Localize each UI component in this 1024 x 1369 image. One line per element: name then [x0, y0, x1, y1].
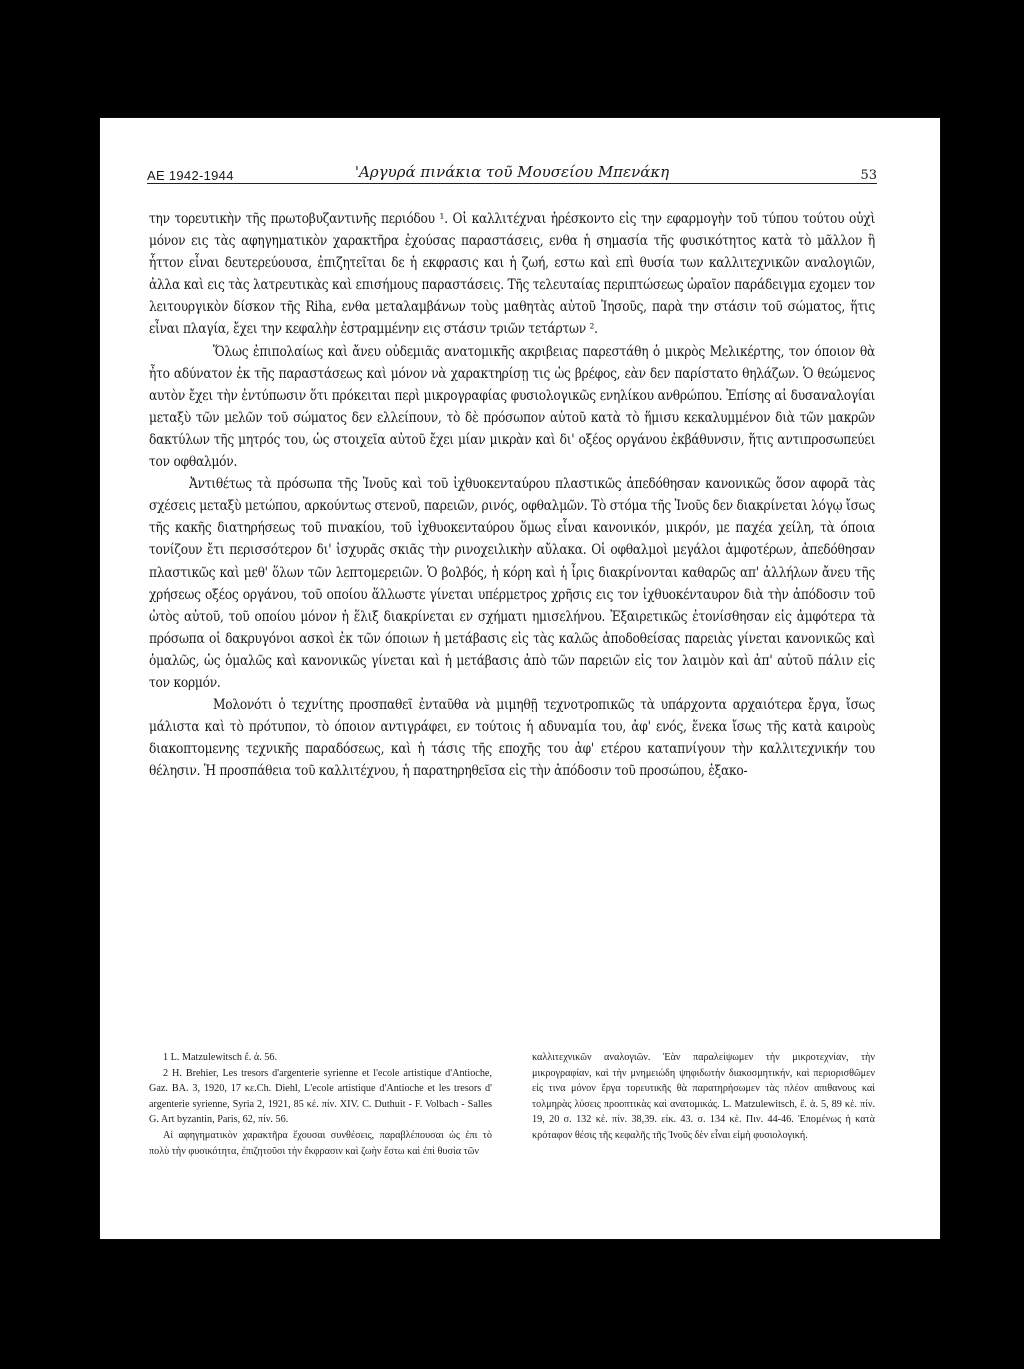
paragraph-2: Ὅλως ἐπιπολαίως καὶ ἄνευ οὐδεμιᾶς ανατομικῆς ακριβειας παρεστάθη ὁ μικρὸς Μελικέρτης, τον όποιον θὰ ἦτο αδύνατον ἐκ τῆς παραστάσεως καὶ μόνον νὰ χαρακτηρίσῃ τις ὡς βρέφος, εὰν δεν παρίστατο θηλάζων. Ὁ θεώμενος αυτὸν ἔχει τὴν ἐντύπωσιν ὅτι πρόκειται περὶ μικρογραφίας φυσιολογικῶς ενηλίκου ανθρώπου. Ἐπίσης αἱ δυσαναλογίαι μεταξὺ τῶν μελῶν τοῦ σώματος δεν ελλείπουν, τὸ δὲ πρόσωπον αὐτοῦ κατὰ τὸ ἥμισυ κεκαλυμμένον διὰ τῶν μακρῶν δακτύλων τῆς μητρός του, ὡς στοιχεῖα αὐτοῦ ἔχει μίαν μικρὰν καὶ δι' οξέος οργάνου ἐκβάθυνσιν, ἥτις αντιπροσωπεύει τον οφθαλμόν.: [149, 343, 875, 471]
paragraph-3: Ἀντιθέτως τὰ πρόσωπα τῆς Ἰνοῦς καὶ τοῦ ἰχθυοκενταύρου πλαστικῶς ἀπεδόθησαν κανονικῶς ὅσον αφορᾶ τὰς σχέσεις μεταξὺ μετώπου, αρκούντως στενοῦ, παρειῶν, ρινός, οφθαλμῶν. Τὸ στόμα τῆς Ἰνοῦς δεν διακρίνεται λόγῳ ἴσως τῆς κακῆς διατηρήσεως τοῦ πινακίου, τοῦ ἰχθυοκενταύρου ὅμως εἶναι κανονικόν, μικρόν, με παχέα χείλη, τὰ όποια τονίζουν ἔτι περισσότερον δι' ἰσχυρᾶς σκιᾶς τὴν ρινοχειλικὴν αὔλακα. Οἱ οφθαλμοὶ μεγάλοι ἀμφοτέρων, ἀπεδόθησαν πλαστικῶς καὶ μεθ' ὅλων τῶν λεπτομερειῶν. Ὁ βολβός, ἡ κόρη καὶ ἡ ἶρις διακρίνονται καθαρῶς απ' ἀλλήλων ἄνευ τῆς χρήσεως οξέος οργάνου, τοῦ οποίου ἅλλωστε γίνεται υπέρμετρος χρῆσις εις τον ἰχθυοκένταυρον διὰ τὴν ἀπόδοσιν τοῦ ὠτὸς αὐτοῦ, τοῦ οποίου μόνον ἡ ἕλιξ διακρίνεται εν σχήματι ημισελήνου. Ἐξαιρετικῶς ἐτονίσθησαν εἰς ἀμφότερα τὰ πρόσωπα οἱ δακρυγόνοι ασκοὶ ἐκ τῶν όποιων ἡ μετάβασις εἰς τὰς καλῶς ἀποδοθείσας παρειὰς γίνεται κανονικῶς καὶ ὁμαλῶς, ὡς ὁμαλῶς καὶ κανονικῶς γίνεται καὶ ἡ μετάβασις ἀπὸ τῶν παρειῶν εἰς τον λαιμὸν καὶ ἀπ' αὐτοῦ πάλιν εἰς τον κορμόν.: [149, 476, 875, 691]
running-header: [147, 159, 877, 184]
footnotes-right-column: [532, 1050, 875, 1159]
footnote-1: 1 L. Matzulewitsch ἔ. ἀ. 56.: [163, 1052, 278, 1063]
paragraph-1: την τορευτικὴν τῆς πρωτοβυζαντινῆς περιόδου ¹. Οἱ καλλιτέχναι ἠρέσκοντο εἰς την εφαρμογὴν τοῦ τύπου τούτου οὐχὶ μόνον εις τὰς αφηγηματικὸν χαρακτῆρα ἐχούσας παραστάσεις, ενθα ἡ σημασία τῆς φυσικότητος κατὰ τὸ μᾶλλον ἢ ἧττον εἶναι δευτερεύουσα, ἐπιζητεῖται δε ἡ εκφρασις και ἡ ζωή, εστω καὶ επὶ θυσία των καλλιτεχνικῶν αναλογιῶν, ἀλλα καὶ εις τὰς λατρευτικὰς καὶ επισήμους παραστάσεις. Τῆς τελευταίας περιπτώσεως ὡραῖον παράδειγμα εχομεν τον λειτουργικὸν δίσκον τῆς Riha, ενθα μεταλαμβάνων τοὺς μαθητὰς αὐτοῦ Ἰησοῦς, παρὰ την στάσιν τοῦ σώματος, ἥτις εἶναι πλαγία, ἔχει την κεφαλὴν ἐστραμμένην εις στάσιν τριῶν τετάρτων ².: [149, 211, 875, 338]
article-body: [149, 208, 875, 782]
paragraph-4: Μολονότι ὁ τεχνίτης προσπαθεῖ ἐνταῦθα νὰ μιμηθῇ τεχνοτροπικῶς τὰ υπάρχοντα αρχαιότερα ἔργα, ἴσως μάλιστα καὶ τὸ πρότυπον, τὸ όποιον αντιγράφει, εν τούτοις ἡ αδυναμία του, ἀφ' ενός, ἕνεκα ἴσως τῆς κατὰ καιροὺς διακοπτομενης τεχνικῆς παραδόσεως, καὶ ἡ τάσις τῆς εποχῆς του ἀφ' ετέρου καταπνίγουν τὴν καλλιτεχνικήν του θέλησιν. Ἡ προσπάθεια τοῦ καλλιτέχνου, ἡ παρατηρηθεῖσα εἰς τὴν ἀπόδοσιν τοῦ προσώπου, ἐξακο-: [149, 697, 875, 780]
footnote-2: 2 H. Brehier, Les tresors d'argenterie syrienne et l'ecole artistique d'Antioche, Gaz. BA. 3, 1920, 17 κε.Ch. Diehl, L'ecole artistique d'Antioche et les tresors d' argenterie syrienne, Syria 2, 1921, 85 κἑ. πίν. XIV. C. Duthuit - F. Volbach - Salles G. Art byzantin, Paris, 62, πίν. 56.: [149, 1067, 492, 1126]
footnotes-left-column: [149, 1050, 492, 1159]
footnote-right-text: καλλιτεχνικῶν αναλογιῶν. Ἐὰν παραλείψωμεν τὴν μικροτεχνίαν, τὴν μικρογραφίαν, καὶ τὴν μνημειώδη ψηφιδωτὴν διακοσμητικήν, καὶ περιορισθῶμεν εἰς τινα μόνον ἔργα τορευτικῆς θὰ παρατηρήσωμεν τὰς πλέον απιθανους καὶ τολμηρὰς λύσεις προοπτικὰς καὶ ανατομικάς. L. Matzulewitsch, ἔ. ἀ. 5, 89 κἑ. πίν. 19, 20 σ. 132 κἑ. πίν. 38,39. εἰκ. 43. σ. 134 κἑ. Πιν. 44-46. Ἐπομένως ἡ κατὰ κρόταφον θέσις τῆς κεφαλῆς τῆς Ἰνοῦς δὲν εἶναι εἰμὴ φυσιολογική.: [532, 1052, 875, 1141]
running-title: 'Αργυρά πινάκια τοῦ Μουσείου Μπενάκη: [354, 163, 670, 181]
footnotes: [149, 1050, 875, 1159]
journal-reference: ΑΕ 1942-1944: [147, 168, 234, 183]
page-number: 53: [860, 168, 877, 183]
footnote-continuation: Αἱ αφηγηματικὸν χαρακτῆρα ἔχουσαι συνθέσεις, παραβλέπουσαι ὡς ἐπι τὸ πολὺ τὴν φυσικότητα, ἐπιζητοῦσι τὴν ἔκφρασιν καὶ ζωὴν ἔστω καὶ ἐπὶ θυσία τῶν: [149, 1129, 492, 1157]
